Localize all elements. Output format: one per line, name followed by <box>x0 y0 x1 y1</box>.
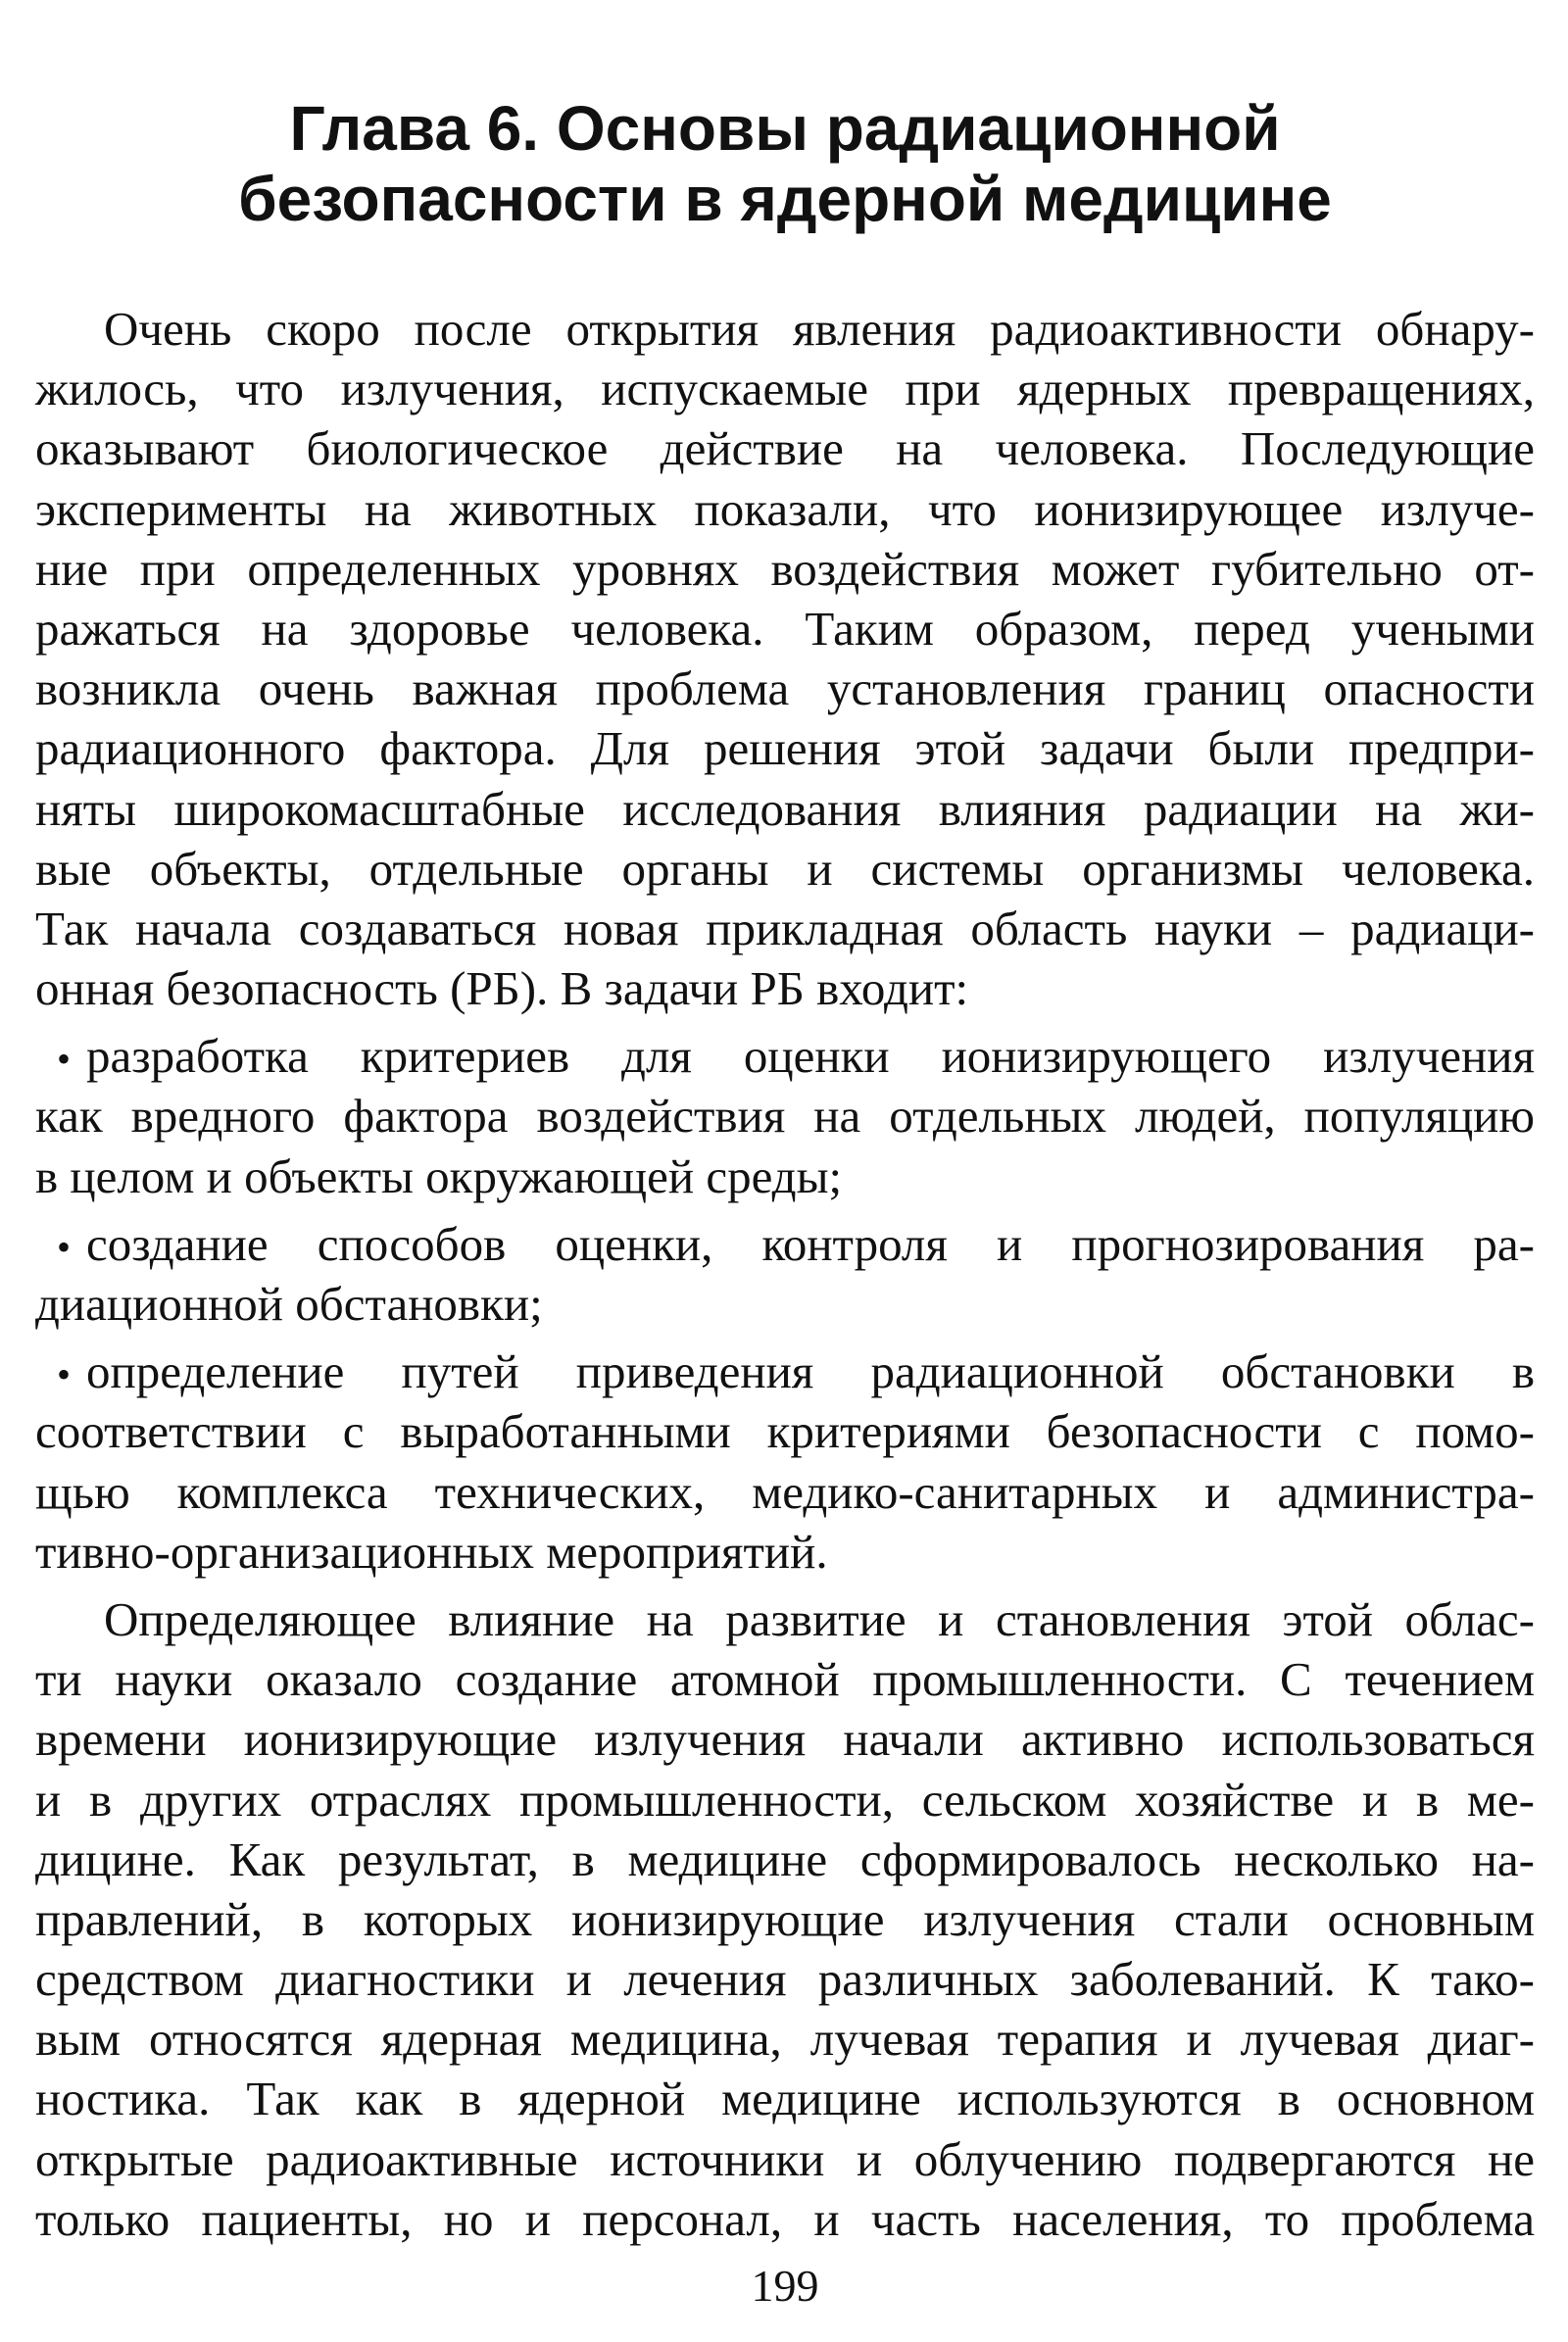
bullet-item-1 <box>35 1026 1535 1206</box>
text-line: Очень скоро после открытия явления радиоактивности обнару- <box>104 302 1535 356</box>
text-line: оказывают биологическое действие на человека. Последующие <box>35 421 1535 476</box>
text-line: возникла очень важная проблема установления границ опасности <box>35 661 1535 716</box>
bullet-icon: • <box>57 1037 72 1082</box>
text-line: как вредного фактора воздействия на отдельных людей, популяцию <box>35 1089 1535 1144</box>
text-line: времени ионизирующие излучения начали активно использоваться <box>35 1712 1535 1767</box>
text-line: вые объекты, отдельные органы и системы организмы человека. <box>35 841 1535 896</box>
text-line: щью комплекса технических, медико-санитарных и администра- <box>35 1464 1535 1519</box>
text-line: ние при определенных уровнях воздействия может губительно от- <box>35 541 1535 596</box>
text-line: соответствии с выработанными критериями безопасности с помо- <box>35 1404 1535 1459</box>
chapter-title-line-2: безопасности в ядерной медицине <box>238 164 1332 234</box>
paragraph-main <box>35 1589 1535 2249</box>
text-line: вым относятся ядерная медицина, лучевая терапия и лучевая диаг- <box>35 2012 1535 2067</box>
chapter-title-line-1: Глава 6. Основы радиационной <box>289 93 1281 164</box>
text-line: онная безопасность (РБ). В задачи РБ входит: <box>35 961 969 1016</box>
bullet-item-3 <box>35 1342 1535 1582</box>
text-line: Так начала создаваться новая прикладная область науки – радиаци- <box>35 901 1535 955</box>
text-line: средством диагностики и лечения различных заболеваний. К тако- <box>35 1952 1535 2007</box>
text-line: няты широкомасштабные исследования влияния радиации на жи- <box>35 781 1535 836</box>
text-line: Определяющее влияние на развитие и становления этой облас- <box>104 1591 1535 1646</box>
page-number: 199 <box>751 2261 819 2311</box>
text-line: радиационного фактора. Для решения этой задачи были предпри- <box>35 721 1535 776</box>
bullet-text: определение путей приведения радиационной обстановки в <box>86 1344 1535 1399</box>
text-line: правлений, в которых ионизирующие излучения стали основным <box>35 1891 1535 1946</box>
bullet-text: создание способов оценки, контроля и прогнозирования ра- <box>86 1216 1535 1271</box>
text-line: ражаться на здоровье человека. Таким образом, перед учеными <box>35 601 1535 656</box>
text-line: жилось, что излучения, испускаемые при ядерных превращениях, <box>35 362 1535 416</box>
text-line: эксперименты на животных показали, что ионизирующее излуче- <box>35 481 1535 536</box>
text-line: и в других отраслях промышленности, сельском хозяйстве и в ме- <box>35 1772 1535 1827</box>
text-line: только пациенты, но и персонал, и часть населения, то проблема <box>35 2191 1535 2246</box>
body-text <box>35 299 1535 2249</box>
text-line <box>35 1026 1535 1086</box>
text-line: тивно-организационных мероприятий. <box>35 1524 828 1579</box>
book-page <box>35 0 1535 2342</box>
text-line: в целом и объекты окружающей среды; <box>35 1148 843 1203</box>
text-line: ти науки оказало создание атомной промышленности. С течением <box>35 1652 1535 1707</box>
chapter-title <box>35 93 1535 234</box>
text-line <box>35 1214 1535 1274</box>
text-line: ностика. Так как в ядерной медицине используются в основном <box>35 2072 1535 2126</box>
bullet-text: разработка критериев для оценки ионизирующего излучения <box>86 1029 1535 1084</box>
text-line: открытые радиоактивные источники и облучению подвергаются не <box>35 2131 1535 2186</box>
text-line: дицине. Как результат, в медицине сформировалось несколько на- <box>35 1831 1535 1886</box>
bullet-icon: • <box>57 1224 72 1269</box>
paragraph-intro <box>35 299 1535 1018</box>
bullet-icon: • <box>57 1352 72 1397</box>
bullet-item-2 <box>35 1214 1535 1334</box>
text-line <box>35 1342 1535 1401</box>
text-line: диационной обстановки; <box>35 1277 543 1331</box>
